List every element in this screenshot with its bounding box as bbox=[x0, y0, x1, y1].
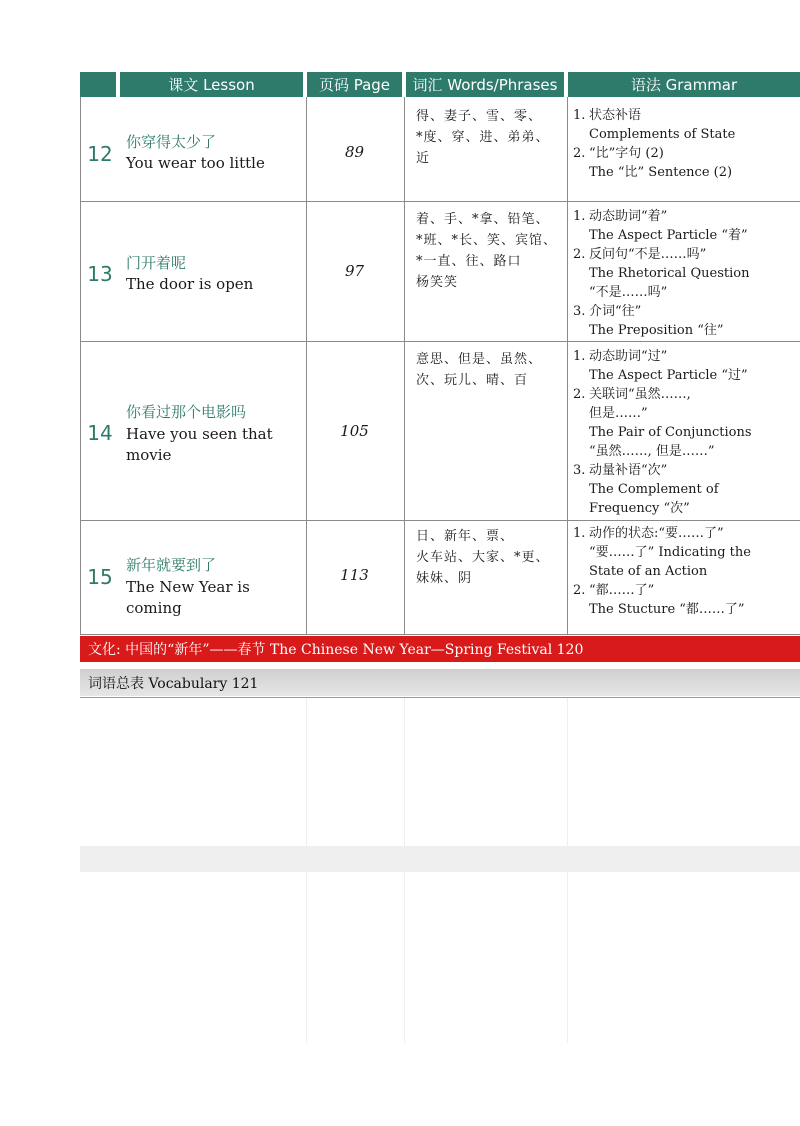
lesson-page: 97 bbox=[344, 262, 365, 280]
grammar-number: 2. bbox=[573, 387, 586, 402]
grammar-number: 3. bbox=[573, 463, 586, 478]
grammar-line: 动态助词“过” bbox=[589, 349, 668, 364]
lesson-grammar bbox=[573, 106, 795, 182]
lesson-row-13[interactable] bbox=[80, 202, 800, 341]
grammar-line: Complements of State bbox=[589, 127, 736, 142]
lesson-title-en: You wear too little bbox=[126, 154, 265, 172]
lesson-title-zh: 你看过那个电影吗 bbox=[126, 403, 247, 421]
words-line: 意思、但是、虽然、 bbox=[416, 352, 543, 367]
words-line: 得、妻子、雪、零、 bbox=[416, 109, 543, 124]
lesson-row-14[interactable] bbox=[80, 342, 800, 520]
lesson-words bbox=[416, 349, 566, 391]
words-line: 杨笑笑 bbox=[416, 275, 459, 290]
vocabulary-section-label: 词语总表 Vocabulary 121 bbox=[88, 675, 259, 692]
header-stub bbox=[80, 72, 116, 97]
grammar-number: 2. bbox=[573, 247, 586, 262]
words-line: 火车站、大家、*更、 bbox=[416, 550, 550, 565]
grammar-line: State of an Action bbox=[589, 564, 708, 579]
lesson-page: 89 bbox=[344, 143, 365, 161]
header-page: 页码 Page bbox=[307, 72, 402, 97]
lesson-number: 14 bbox=[87, 421, 113, 445]
grammar-line: 动态助词“着” bbox=[589, 209, 668, 224]
grammar-line: 但是……” bbox=[589, 406, 648, 421]
lesson-words bbox=[416, 526, 566, 589]
grammar-line: 反问句“不是……吗” bbox=[589, 247, 707, 262]
lesson-title-en: Have you seen that movie bbox=[126, 425, 273, 464]
lesson-page: 105 bbox=[340, 422, 369, 440]
lesson-grammar bbox=[573, 524, 795, 619]
words-line: 日、新年、票、 bbox=[416, 529, 515, 544]
grammar-line: “虽然……, 但是……” bbox=[589, 444, 715, 459]
grammar-item bbox=[573, 245, 795, 302]
grammar-line: “要……了” Indicating the bbox=[589, 545, 751, 560]
lesson-grammar bbox=[573, 207, 795, 340]
lesson-row-15[interactable] bbox=[80, 521, 800, 634]
lesson-title-en: The New Year is coming bbox=[126, 578, 250, 617]
lesson-number: 13 bbox=[87, 262, 113, 286]
grammar-line: The Complement of bbox=[589, 482, 719, 497]
page-show-through bbox=[80, 698, 800, 1043]
grammar-line: The Pair of Conjunctions bbox=[589, 425, 752, 440]
grammar-item bbox=[573, 207, 795, 245]
grammar-line: The Rhetorical Question bbox=[589, 266, 750, 281]
grammar-item bbox=[573, 302, 795, 340]
grammar-number: 1. bbox=[573, 108, 586, 123]
grammar-line: The Aspect Particle “着” bbox=[589, 228, 748, 243]
grammar-number: 1. bbox=[573, 349, 586, 364]
words-line: 着、手、*拿、铅笔、 bbox=[416, 212, 550, 227]
lesson-words bbox=[416, 209, 566, 293]
lesson-title-zh: 新年就要到了 bbox=[126, 556, 217, 574]
grammar-number: 1. bbox=[573, 209, 586, 224]
grammar-item bbox=[573, 524, 795, 581]
grammar-line: The Stucture “都……了” bbox=[589, 602, 745, 617]
lesson-title-zh: 你穿得太少了 bbox=[126, 133, 217, 151]
grammar-line: The Preposition “往” bbox=[589, 323, 724, 338]
vocabulary-section-bar[interactable] bbox=[80, 669, 800, 696]
culture-section-label: 文化: 中国的“新年”——春节 The Chinese New Year—Spring Festival 120 bbox=[88, 642, 584, 658]
grammar-line: Frequency “次” bbox=[589, 501, 690, 516]
grammar-item bbox=[573, 347, 795, 385]
header-grammar: 语法 Grammar bbox=[568, 72, 800, 97]
grammar-line: 关联词“虽然……, bbox=[589, 387, 691, 402]
grammar-line: 介词“往” bbox=[589, 304, 642, 319]
lesson-title-en: The door is open bbox=[126, 275, 254, 293]
grammar-line: “不是……吗” bbox=[589, 285, 668, 300]
words-line: *班、*长、笑、宾馆、 bbox=[416, 233, 558, 248]
grammar-line: The Aspect Particle “过” bbox=[589, 368, 748, 383]
grammar-number: 3. bbox=[573, 304, 586, 319]
row-divider bbox=[80, 634, 800, 635]
words-line: 近 bbox=[416, 151, 431, 166]
lesson-grammar bbox=[573, 347, 795, 518]
grammar-number: 1. bbox=[573, 526, 586, 541]
words-line: 次、玩儿、晴、百 bbox=[416, 373, 529, 388]
lesson-page: 113 bbox=[340, 566, 369, 584]
lesson-title-zh: 门开着呢 bbox=[126, 254, 187, 272]
lesson-row-12[interactable] bbox=[80, 97, 800, 201]
grammar-line: 动量补语“次” bbox=[589, 463, 668, 478]
grammar-item bbox=[573, 461, 795, 518]
grammar-line: 状态补语 bbox=[589, 108, 642, 123]
lesson-number: 15 bbox=[87, 565, 113, 589]
grammar-line: “比”字句 (2) bbox=[589, 146, 664, 161]
grammar-item bbox=[573, 385, 795, 461]
header-lesson: 课文 Lesson bbox=[120, 72, 303, 97]
header-words: 词汇 Words/Phrases bbox=[406, 72, 564, 97]
grammar-item bbox=[573, 106, 795, 144]
words-line: *一直、往、路口 bbox=[416, 254, 522, 269]
grammar-number: 2. bbox=[573, 583, 586, 598]
words-line: 妹妹、阴 bbox=[416, 571, 473, 586]
culture-section-bar[interactable] bbox=[80, 636, 800, 662]
lesson-words bbox=[416, 106, 566, 169]
grammar-line: “都……了” bbox=[589, 583, 655, 598]
grammar-number: 2. bbox=[573, 146, 586, 161]
grammar-item bbox=[573, 581, 795, 619]
ghost-band bbox=[80, 846, 800, 872]
grammar-item bbox=[573, 144, 795, 182]
lesson-number: 12 bbox=[87, 142, 113, 166]
words-line: *度、穿、进、弟弟、 bbox=[416, 130, 550, 145]
grammar-line: The “比” Sentence (2) bbox=[589, 165, 733, 180]
grammar-line: 动作的状态:“要……了” bbox=[589, 526, 724, 541]
